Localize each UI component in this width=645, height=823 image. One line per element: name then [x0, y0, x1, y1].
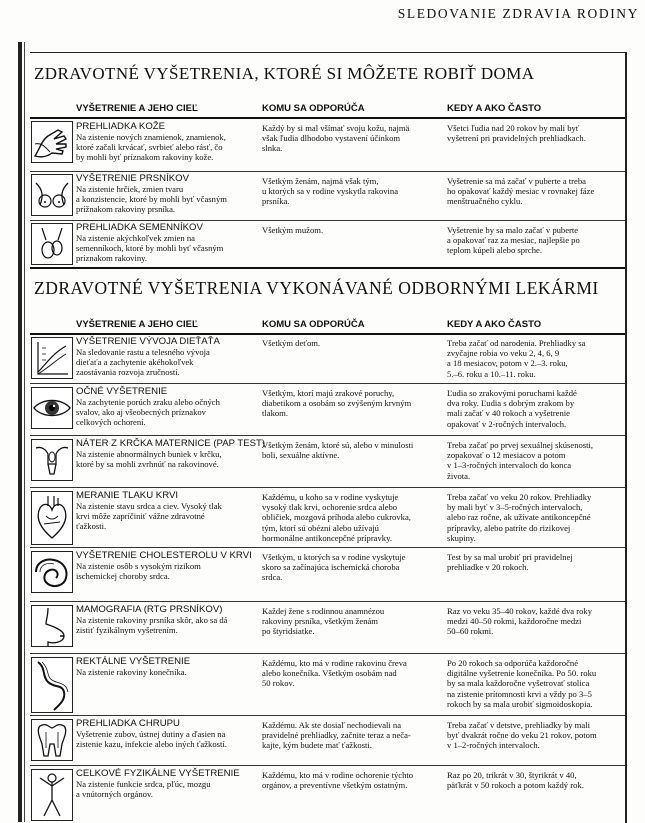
when-cell: Test by sa mal urobiť pri pravidelnej prehliadke v 20 rokoch.	[447, 552, 573, 573]
colon-icon	[31, 657, 73, 713]
row-divider	[30, 435, 625, 436]
who-cell: Každému, kto má v rodine rakovinu čreva alebo konečníka. Všetkým osobám nad 50 rokov.	[262, 658, 407, 689]
heart-icon	[31, 491, 73, 545]
col-header-who: KOMU SA ODPORÚČA	[262, 319, 365, 330]
when-cell: Po 20 rokoch sa odporúča každoročné digitálne vyšetrenie konečníka. Po 50. roku by sa mala každoročne vyšetrovať stolica na zistenie prítomnosti krvi a vždy po 3–5 rokoch by sa mala urobiť sigmoidoskopia.	[447, 658, 597, 709]
who-cell: Každý by si mal všímať svoju kožu, najmä však ľudia dlhodobo vystavení účinkom slnka.	[262, 123, 410, 154]
table-row	[30, 603, 625, 653]
when-cell: Vyšetrenie sa má začať v puberte a treba ho opakovať každý mesiac v rovnakej fáze menštruačného cyklu.	[447, 176, 595, 207]
table-row	[30, 767, 625, 823]
who-cell: Každému, kto má v rodine ochorenie týchto orgánov, a preventívne všetkým ostatným.	[262, 770, 414, 791]
col-header-when: KEDY A AKO ČASTO	[447, 103, 542, 114]
body-figure-icon	[31, 769, 73, 821]
testicles-icon	[31, 223, 73, 265]
when-cell: Všetci ľudia nad 20 rokov by mali byť vyšetrení pri pravidelných prehliadkach.	[447, 123, 586, 144]
growth-chart-icon	[31, 337, 73, 379]
page-edge-rule-thin	[24, 42, 25, 822]
when-cell: Treba začať od narodenia. Prehliadky sa zvyčajne robia vo veku 2, 4, 6, 9 a 18 mesiacov, potom v 2.–3. roku, 5.–6. roku a 10.–11. roku.	[447, 338, 586, 379]
table-row	[30, 549, 625, 601]
exam-name: VYŠETRENIE PRSNÍKOV	[76, 173, 190, 184]
breast-profile-icon	[31, 605, 73, 647]
exam-desc: Na zistenie akýchkoľvek zmien na semenníkoch, ktoré by mohli byť včasným príznakom rakoviny.	[76, 233, 224, 264]
col-header-when: KEDY A AKO ČASTO	[447, 319, 542, 330]
exam-name: MERANIE TLAKU KRVI	[76, 490, 179, 501]
col-header-exam: VYŠETRENIE A JEHO CIEĽ	[76, 103, 198, 114]
row-divider	[30, 547, 625, 548]
who-cell: Každému, u koho sa v rodine vyskytuje vysoký tlak krvi, ochorenie srdca alebo obličiek, mozgová príhoda alebo cukrovka, tým, ktorí sú obézni alebo užívajú hormonálne antikoncepčné prípravky.	[262, 492, 411, 543]
page-edge-rule	[18, 42, 22, 822]
row-divider	[30, 653, 625, 654]
exam-desc: Na zistenie rakoviny prsníka skôr, ako sa dá zistiť fyzikálnym vyšetrením.	[76, 615, 228, 636]
exam-name: PREHLIADKA KOŽE	[76, 121, 166, 132]
table-row	[30, 119, 625, 171]
table-row	[30, 221, 625, 265]
section1-title: ZDRAVOTNÉ VYŠETRENIA, KTORÉ SI MÔŽETE ROBIŤ DOMA	[34, 64, 535, 83]
row-divider	[30, 601, 625, 602]
row-divider	[30, 765, 625, 766]
when-cell: Ľudia so zrakovými poruchami každé dva roky. Ľudia s dobrým zrakom by mali začať v 40 rokoch a vyšetrenie opakovať v 2-ročných intervaloch.	[447, 388, 577, 429]
who-cell: Všetkým ženám, najmä však tým, u ktorých sa v rodine vyskytla rakovina prsníka.	[262, 176, 399, 207]
exam-name: NÁTER Z KRČKA MATERNICE (PAP TEST)	[76, 438, 266, 449]
table-row	[30, 335, 625, 385]
who-cell: Všetkým, ktorí majú zrakové poruchy, diabetikom a osobám so zvýšeným krvným tlakom.	[262, 388, 412, 419]
exam-desc: Na zistenie rakoviny konečníka.	[76, 667, 187, 677]
uterus-icon	[31, 439, 73, 481]
table-row	[30, 717, 625, 765]
exam-desc: Na zistenie abnormálnych buniek v krčku, ktoré by sa mohli zvrhnúť na rakovinové.	[76, 449, 222, 470]
eye-icon	[31, 387, 73, 429]
exam-desc: Na zistenie stavu srdca a ciev. Vysoký tlak krvi môže zapríčiniť vážne zdravotné ťažkosti.	[76, 501, 222, 532]
exam-desc: Na sledovanie rastu a telesného vývoja dieťaťa a zachytenie akéhokoľvek zaostávania rozvoja zručností.	[76, 347, 210, 378]
when-cell: Vyšetrenie by sa malo začať v puberte a opakovať raz za mesiac, najlepšie po teplom kúpeli alebo sprche.	[447, 225, 580, 256]
exam-desc: Na zistenie funkcie srdca, pľúc, mozgu a vnútorných orgánov.	[76, 779, 211, 800]
when-cell: Treba začať v detstve, prehliadky by mali byť dvakrát ročne do veku 21 rokov, potom v 1–2-ročných intervaloch.	[447, 720, 597, 751]
table-row	[30, 655, 625, 715]
table-row	[30, 385, 625, 435]
breasts-icon	[31, 174, 73, 216]
table-row	[30, 437, 625, 487]
section2-title: ZDRAVOTNÉ VYŠETRENIA VYKONÁVANÉ ODBORNÝMI LEKÁRMI	[34, 278, 599, 298]
when-cell: Treba začať vo veku 20 rokov. Prehliadky by mali byť v 3–5-ročných intervaloch, alebo raz ročne, ak užívate antikoncepčné prípravky, alebo patríte do rizikovej skupiny.	[447, 492, 592, 543]
row-divider	[30, 383, 625, 384]
when-cell: Raz po 20, trikrát v 30, štyrikrát v 40, päťkrát v 50 rokoch a potom každý rok.	[447, 770, 584, 791]
who-cell: Všetkým, u ktorých sa v rodine vyskytuje skoro sa začínajúca ischemická choroba srdca.	[262, 552, 406, 583]
exam-desc: Na zachytenie porúch zraku alebo očných svalov, ako aj všeobecných príznakov celkových ochorení.	[76, 397, 220, 428]
tooth-icon	[31, 719, 73, 761]
exam-name: OČNÉ VYŠETRENIE	[76, 386, 168, 397]
row-divider	[30, 487, 625, 488]
exam-name: REKTÁLNE VYŠETRENIE	[76, 656, 191, 667]
col-header-who: KOMU SA ODPORÚČA	[262, 103, 365, 114]
artery-icon	[31, 551, 73, 593]
running-head: SLEDOVANIE ZDRAVIA RODINY	[397, 6, 639, 21]
table-row	[30, 489, 625, 547]
who-cell: Všetkým deťom.	[262, 338, 321, 348]
exam-name: VYŠETRENIE CHOLESTEROLU V KRVI	[76, 550, 252, 561]
exam-name: VYŠETRENIE VÝVOJA DIEŤAŤA	[76, 336, 220, 347]
row-divider	[30, 715, 625, 716]
exam-name: PREHLIADKA CHRUPU	[76, 718, 180, 729]
col-header-exam: VYŠETRENIE A JEHO CIEĽ	[76, 319, 198, 330]
section-divider	[30, 267, 625, 269]
hand-on-skin-icon	[31, 121, 73, 163]
exam-desc: Na zistenie nových znamienok, znamienok, ktoré začali krvácať, svrbieť alebo rásť, čo by mohli byť príznakom rakoviny kože.	[76, 132, 226, 163]
exam-name: MAMOGRAFIA (RTG PRSNÍKOV)	[76, 604, 223, 615]
who-cell: Každej žene s rodinnou anamnézou rakoviny prsníka, všetkým ženám po štyridsiatke.	[262, 606, 385, 637]
table-row	[30, 172, 625, 220]
exam-name: PREHLIADKA SEMENNÍKOV	[76, 222, 203, 233]
table-frame	[30, 52, 627, 823]
when-cell: Raz vo veku 35–40 rokov, každé dva roky medzi 40–50 rokmi, každoročne medzi 50–60 rokmi.	[447, 606, 593, 637]
exam-desc: Vyšetrenie zubov, ústnej dutiny a ďasien na zistenie kazu, infekcie alebo iných ťažkostí.	[76, 729, 227, 750]
exam-desc: Na zistenie hrčiek, zmien tvaru a konzistencie, ktoré by mohli byť včasným prížnakom rakoviny prsníka.	[76, 184, 227, 215]
who-cell: Všetkým ženám, ktoré sú, alebo v minulosti boli, sexuálne aktívne.	[262, 440, 414, 461]
who-cell: Všetkým mužom.	[262, 225, 324, 235]
exam-name: CELKOVÉ FYZIKÁLNE VYŠETRENIE	[76, 768, 240, 779]
when-cell: Treba začať po prvej sexuálnej skúsenosti, zopakovať o 12 mesiacov a potom v 1–3-ročných intervaloch do konca života.	[447, 440, 594, 481]
exam-desc: Na zistenie osôb s vysokým rizikom ischemickej choroby srdca.	[76, 561, 201, 582]
who-cell: Každému. Ak ste dosiaľ nechodievali na pravidelné prehliadky, začnite teraz a neča- kajte, kým budete mať ťažkosti.	[262, 720, 411, 751]
